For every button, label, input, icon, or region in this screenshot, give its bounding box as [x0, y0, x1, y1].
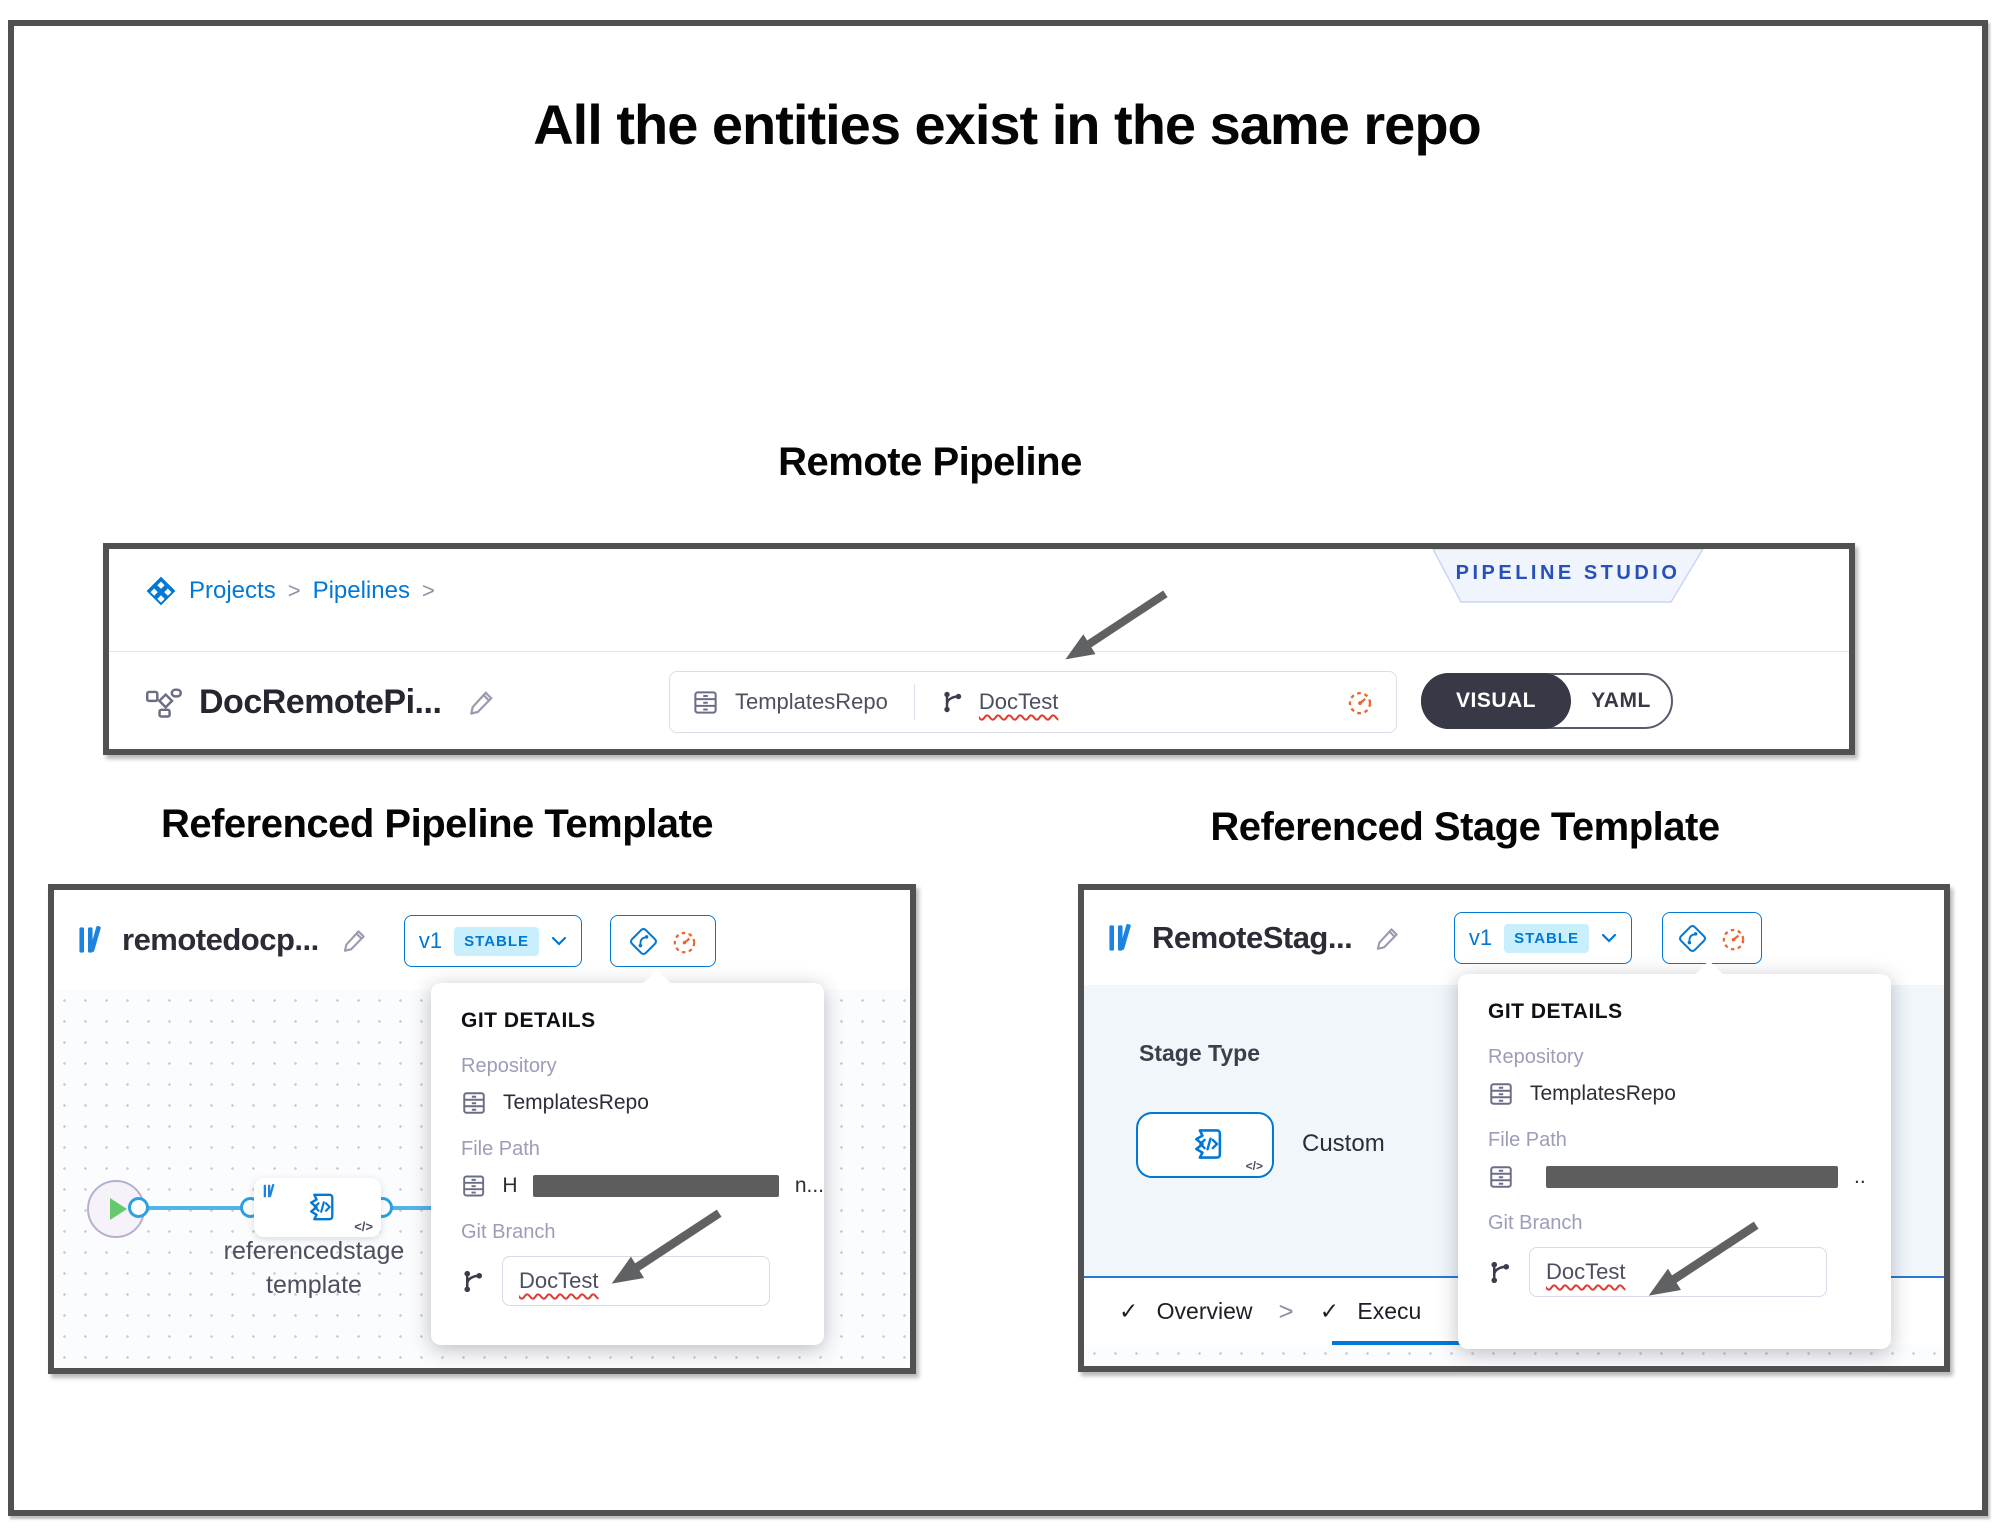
template-title-group [76, 890, 369, 990]
template-bars-icon [1106, 922, 1138, 954]
custom-stage-icon [300, 1191, 336, 1223]
version-label: v1 [418, 928, 443, 953]
branch-value: DocTest [519, 1268, 599, 1293]
git-branch-icon [941, 690, 965, 714]
visual-yaml-toggle[interactable] [1421, 673, 1673, 729]
page-title: All the entities exist in the same repo [533, 93, 1481, 156]
tab-execution[interactable]: ✓ Execu [1319, 1298, 1422, 1324]
template-bars-icon [262, 1183, 278, 1199]
timer-icon [1720, 925, 1747, 952]
git-branch-label: Git Branch [1488, 1212, 1583, 1234]
breadcrumb-separator-icon: > [421, 578, 435, 603]
edit-pencil-icon[interactable] [467, 687, 497, 717]
remote-pipeline-screenshot [103, 543, 1855, 755]
stage-type-card[interactable] [1136, 1112, 1274, 1178]
git-details-button[interactable] [610, 915, 716, 967]
template-header [54, 890, 910, 990]
repo-name[interactable]: TemplatesRepo [735, 689, 888, 714]
repository-label: Repository [461, 1055, 557, 1077]
section-label-remote-pipeline: Remote Pipeline [778, 440, 1082, 484]
play-icon [110, 1198, 127, 1220]
redacted-bar [1546, 1166, 1838, 1188]
file-path-row [1488, 1164, 1891, 1190]
pipeline-name-row [145, 667, 497, 737]
repo-branch-box [669, 671, 1397, 733]
pipeline-name: DocRemotePi... [199, 682, 442, 721]
repository-icon [461, 1173, 486, 1199]
template-name: RemoteStag... [1152, 919, 1353, 955]
stage-node-label: referencedstage template [223, 1237, 405, 1299]
stage-template-screenshot [1078, 884, 1950, 1372]
template-bars-icon [76, 924, 108, 956]
stage-type-value: Custom [1302, 1130, 1385, 1157]
timer-icon[interactable] [1346, 688, 1374, 716]
git-details-heading: GIT DETAILS [461, 1009, 596, 1032]
stage-type-label: Stage Type [1139, 1040, 1260, 1066]
file-path-label: File Path [461, 1138, 540, 1160]
connector-dot[interactable] [128, 1197, 149, 1218]
file-path-label: File Path [1488, 1129, 1567, 1151]
edit-pencil-icon[interactable] [341, 926, 369, 954]
check-icon: ✓ [1119, 1298, 1139, 1324]
stable-badge: STABLE [454, 927, 539, 956]
template-title-group [1106, 890, 1402, 985]
file-path-end: .. [1854, 1165, 1866, 1188]
branch-input[interactable] [502, 1256, 770, 1306]
edit-pencil-icon[interactable] [1374, 924, 1402, 952]
branch-input[interactable] [1529, 1247, 1827, 1297]
chevron-down-icon [1601, 933, 1617, 943]
git-details-popover [431, 983, 824, 1345]
file-path-row [461, 1173, 824, 1199]
vertical-divider [914, 684, 915, 720]
breadcrumb-projects-link[interactable]: Projects [189, 577, 276, 604]
git-details-popover [1458, 974, 1891, 1349]
file-path-start: H [502, 1174, 518, 1197]
version-dropdown[interactable] [1454, 912, 1632, 964]
active-tab-underline [1332, 1341, 1478, 1345]
repository-row [1488, 1081, 1891, 1107]
git-branch-row [461, 1256, 824, 1306]
git-details-button[interactable] [1662, 912, 1762, 964]
git-branch-label: Git Branch [461, 1221, 556, 1243]
custom-stage-icon [1184, 1126, 1224, 1162]
breadcrumb [145, 575, 435, 607]
repository-icon [692, 689, 719, 716]
header-divider [109, 651, 1849, 652]
pipeline-icon [145, 685, 183, 719]
git-branch-icon [461, 1269, 486, 1294]
stage-node-card[interactable] [254, 1178, 381, 1237]
check-icon: ✓ [1319, 1298, 1339, 1324]
section-label-stage-template: Referenced Stage Template [1210, 805, 1720, 849]
harness-project-icon [145, 575, 177, 607]
pipeline-template-screenshot [48, 884, 916, 1374]
code-glyph: </> [354, 1219, 373, 1234]
tab-separator-icon: > [1278, 1296, 1294, 1326]
git-diamond-icon [628, 926, 659, 957]
file-path-end: n... [794, 1174, 824, 1197]
breadcrumb-pipelines-link[interactable]: Pipelines [312, 577, 410, 604]
timer-icon [671, 928, 698, 955]
repository-row [461, 1090, 824, 1116]
repository-icon [1488, 1081, 1514, 1107]
toggle-yaml[interactable]: YAML [1591, 689, 1651, 712]
version-dropdown[interactable] [404, 915, 582, 967]
section-label-pipeline-template: Referenced Pipeline Template [160, 802, 714, 846]
repository-label: Repository [1488, 1046, 1584, 1068]
breadcrumb-separator-icon: > [287, 578, 301, 603]
branch-value: DocTest [1546, 1259, 1626, 1284]
repository-value: TemplatesRepo [1530, 1082, 1676, 1105]
annotation-arrow [1059, 585, 1171, 673]
git-diamond-icon [1677, 923, 1708, 954]
pipeline-studio-badge-label: PIPELINE STUDIO [1455, 562, 1681, 584]
repository-value: TemplatesRepo [503, 1091, 649, 1114]
pipeline-studio-badge [1431, 549, 1705, 603]
template-header [1084, 890, 1944, 985]
branch-name[interactable]: DocTest [978, 689, 1059, 714]
repository-icon [461, 1090, 487, 1116]
git-details-heading: GIT DETAILS [1488, 1000, 1623, 1023]
chevron-down-icon [551, 936, 567, 946]
git-branch-row [1488, 1247, 1891, 1297]
tab-overview[interactable]: ✓ Overview [1119, 1298, 1253, 1324]
template-name: remotedocp... [122, 922, 319, 957]
repository-icon [1488, 1164, 1514, 1190]
stable-badge: STABLE [1504, 924, 1589, 953]
toggle-visual[interactable]: VISUAL [1421, 673, 1571, 729]
git-branch-icon [1488, 1260, 1513, 1285]
version-label: v1 [1468, 925, 1493, 950]
code-glyph: </> [1245, 1159, 1263, 1173]
redacted-bar [533, 1175, 778, 1197]
